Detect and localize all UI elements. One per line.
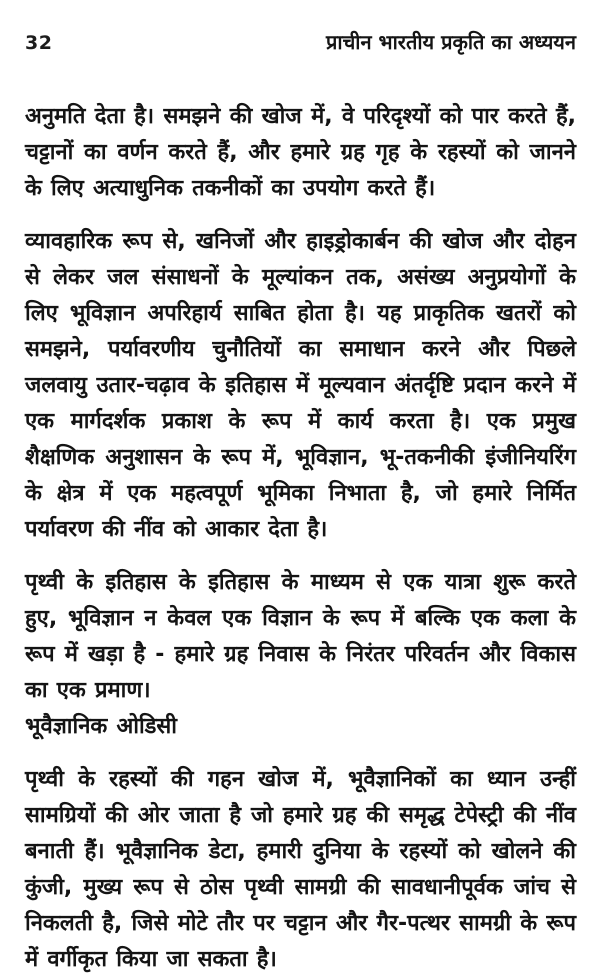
paragraph-4: पृथ्वी के रहस्यों की गहन खोज में, भूवैज्ञानिकों का ध्यान उन्हीं सामग्रियों की ओर जाता है जो हमारे ग्रह की समृद्ध टेपेस्ट्री की नींव बनाती हैं। भूवैज्ञानिक डेटा, हमारी दुनिया के रहस्यों को खोलने की कुंजी, मुख्य रूप से ठोस पृथ्वी सामग्री की सावधानीपूर्वक जांच से निकलती है, जिसे मोटे तौर पर चट्टान और गैर-पत्थर सामग्री के रूप में वर्गीकृत किया जा सकता है। [25, 767, 576, 972]
page-header [25, 28, 576, 55]
running-title: प्राचीन भारतीय प्रकृति का अध्ययन [326, 30, 576, 54]
paragraph-3: पृथ्वी के इतिहास के इतिहास के माध्यम से एक यात्रा शुरू करते हुए, भूविज्ञान न केवल एक विज्ञान के रूप में बल्कि एक कला के रूप में खड़ा है - हमारे ग्रह निवास के निरंतर परिवर्तन और विकास का एक प्रमाण। [25, 570, 576, 703]
section-heading: भूवैज्ञानिक ओडिसी [25, 714, 178, 739]
page-number: 32 [25, 32, 53, 54]
paragraph-2: व्यावहारिक रूप से, खनिजों और हाइड्रोकार्बन की खोज और दोहन से लेकर जल संसाधनों के मूल्यांकन तक, असंख्य अनुप्रयोगों के लिए भूविज्ञान अपरिहार्य साबित होता है। यह प्राकृतिक खतरों को समझने, पर्यावरणीय चुनौतियों का समाधान करने और पिछले जलवायु उतार-चढ़ाव के इतिहास में मूल्यवान अंतर्दृष्टि प्रदान करने में एक मार्गदर्शक प्रकाश के रूप में कार्य करता है। एक प्रमुख शैक्षणिक अनुशासन के रूप में, भूविज्ञान, भू-तकनीकी इंजीनियरिंग के क्षेत्र में एक महत्वपूर्ण भूमिका निभाता है, जो हमारे निर्मित पर्यावरण की नींव को आकार देता है। [25, 229, 576, 542]
paragraph-1: अनुमति देता है। समझने की खोज में, वे परिदृश्यों को पार करते हैं, चट्टानों का वर्णन करते हैं, और हमारे ग्रह गृह के रहस्यों को जानने के लिए अत्याधुनिक तकनीकों का उपयोग करते हैं। [25, 104, 576, 201]
page-body [25, 99, 576, 978]
